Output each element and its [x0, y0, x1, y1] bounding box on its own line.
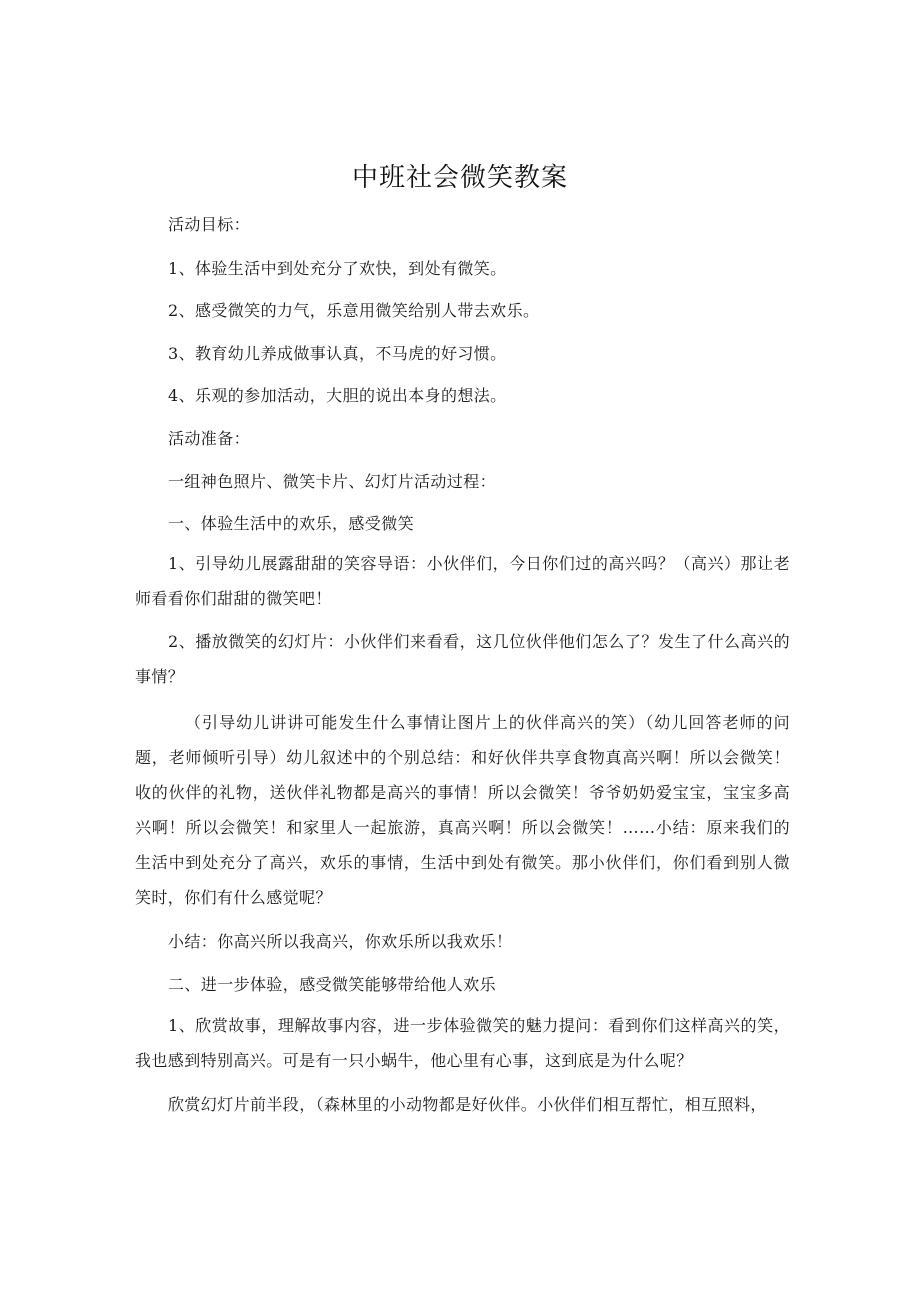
section1-item1: 1、引导幼儿展露甜甜的笑容导语：小伙伴们，今日你们过的高兴吗？（高兴）那让老师看看你们甜甜的微笑吧！: [135, 554, 790, 608]
section1-summary: 小结：你高兴所以我高兴，你欢乐所以我欢乐！: [168, 932, 513, 951]
goals-heading: 活动目标：: [168, 215, 251, 234]
prep-text: 一组神色照片、微笑卡片、幻灯片活动过程：: [168, 472, 497, 491]
prep-heading: 活动准备：: [168, 429, 251, 448]
section1-item2: 2、播放微笑的幻灯片：小伙伴们来看看，这几位伙伴他们怎么了？发生了什么高兴的事情？: [135, 632, 790, 686]
goal-item: 1、体验生活中到处充分了欢快，到处有微笑。: [168, 259, 507, 278]
section2-item2: 欣赏幻灯片前半段，（森林里的小动物都是好伙伴。小伙伴们相互帮忙，相互照料，: [168, 1095, 767, 1114]
section2-item1: 1、欣赏故事，理解故事内容，进一步体验微笑的魅力提问：看到你们这样高兴的笑，我也感到特别高兴。可是有一只小蜗牛，他心里有心事，这到底是为什么呢？: [135, 1016, 790, 1070]
section1-heading: 一、体验生活中的欢乐，感受微笑: [168, 514, 415, 533]
document-title: 中班社会微笑教案: [351, 163, 568, 193]
goal-item: 2、感受微笑的力气，乐意用微笑给别人带去欢乐。: [168, 301, 540, 320]
section2-heading: 二、进一步体验，感受微笑能够带给他人欢乐: [168, 975, 497, 994]
section1-item3: （引导幼儿讲讲可能发生什么事情让图片上的伙伴高兴的笑）（幼儿回答老师的问题，老师倾听引导）幼儿叙述中的个别总结：和好伙伴共享食物真高兴啊！所以会微笑！收的伙伴的礼物，送伙伴礼物都是高兴的事情！所以会微笑！爷爷奶奶爱宝宝，宝宝多高兴啊！所以会微笑！和家里人一起旅游，真高兴啊！所以会微笑！……小结：原来我们的生活中到处充分了高兴，欢乐的事情，生活中到处有微笑。那小伙伴们，你们看到别人微笑时，你们有什么感觉呢？: [135, 713, 790, 907]
goal-item: 3、教育幼儿养成做事认真，不马虎的好习惯。: [168, 344, 507, 363]
goal-item: 4、乐观的参加活动，大胆的说出本身的想法。: [168, 386, 507, 405]
